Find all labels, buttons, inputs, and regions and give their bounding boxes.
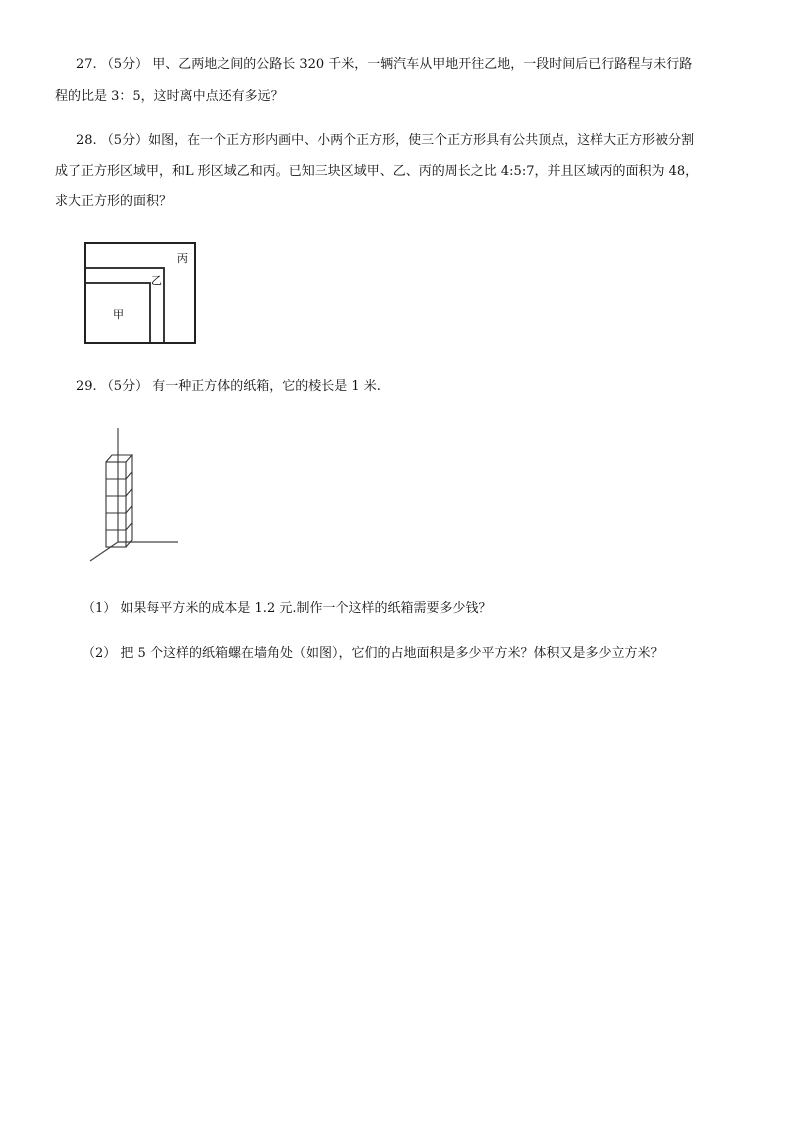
label-bing: 丙 (177, 252, 188, 265)
stacked-boxes-figure (84, 425, 184, 565)
q27-line-2: 程的比是 3：5，这时离中点还有多远？ (55, 89, 284, 104)
q28-line-1: 28. （5分）如图，在一个正方形内画中、小两个正方形，使三个正方形具有公共顶点，这样大正方形被分割 (76, 133, 695, 148)
label-jia: 甲 (113, 308, 124, 321)
nested-squares-figure (80, 238, 202, 348)
q28-line-2: 成了正方形区域甲，和L 形区域乙和丙。已知三块区域甲、乙、丙的周长之比 4:5:7，并且区域丙的面积为 48， (55, 164, 699, 179)
q27-line-1: 27. （5分） 甲、乙两地之间的公路长 320 千米，一辆汽车从甲地开往乙地，一段时间后已行路程与未行路 (76, 57, 693, 72)
q29-sub-1: （1） 如果每平方米的成本是 1.2 元.制作一个这样的纸箱需要多少钱？ (82, 601, 492, 616)
label-yi: 乙 (151, 274, 162, 287)
q29-sub-2: （2） 把 5 个这样的纸箱螺在墙角处（如图），它们的占地面积是多少平方米？体积又是多少立方米？ (82, 646, 664, 661)
q28-line-3: 求大正方形的面积？ (55, 194, 173, 209)
q29-line-1: 29. （5分） 有一种正方体的纸箱，它的棱长是 1 米. (76, 379, 381, 394)
